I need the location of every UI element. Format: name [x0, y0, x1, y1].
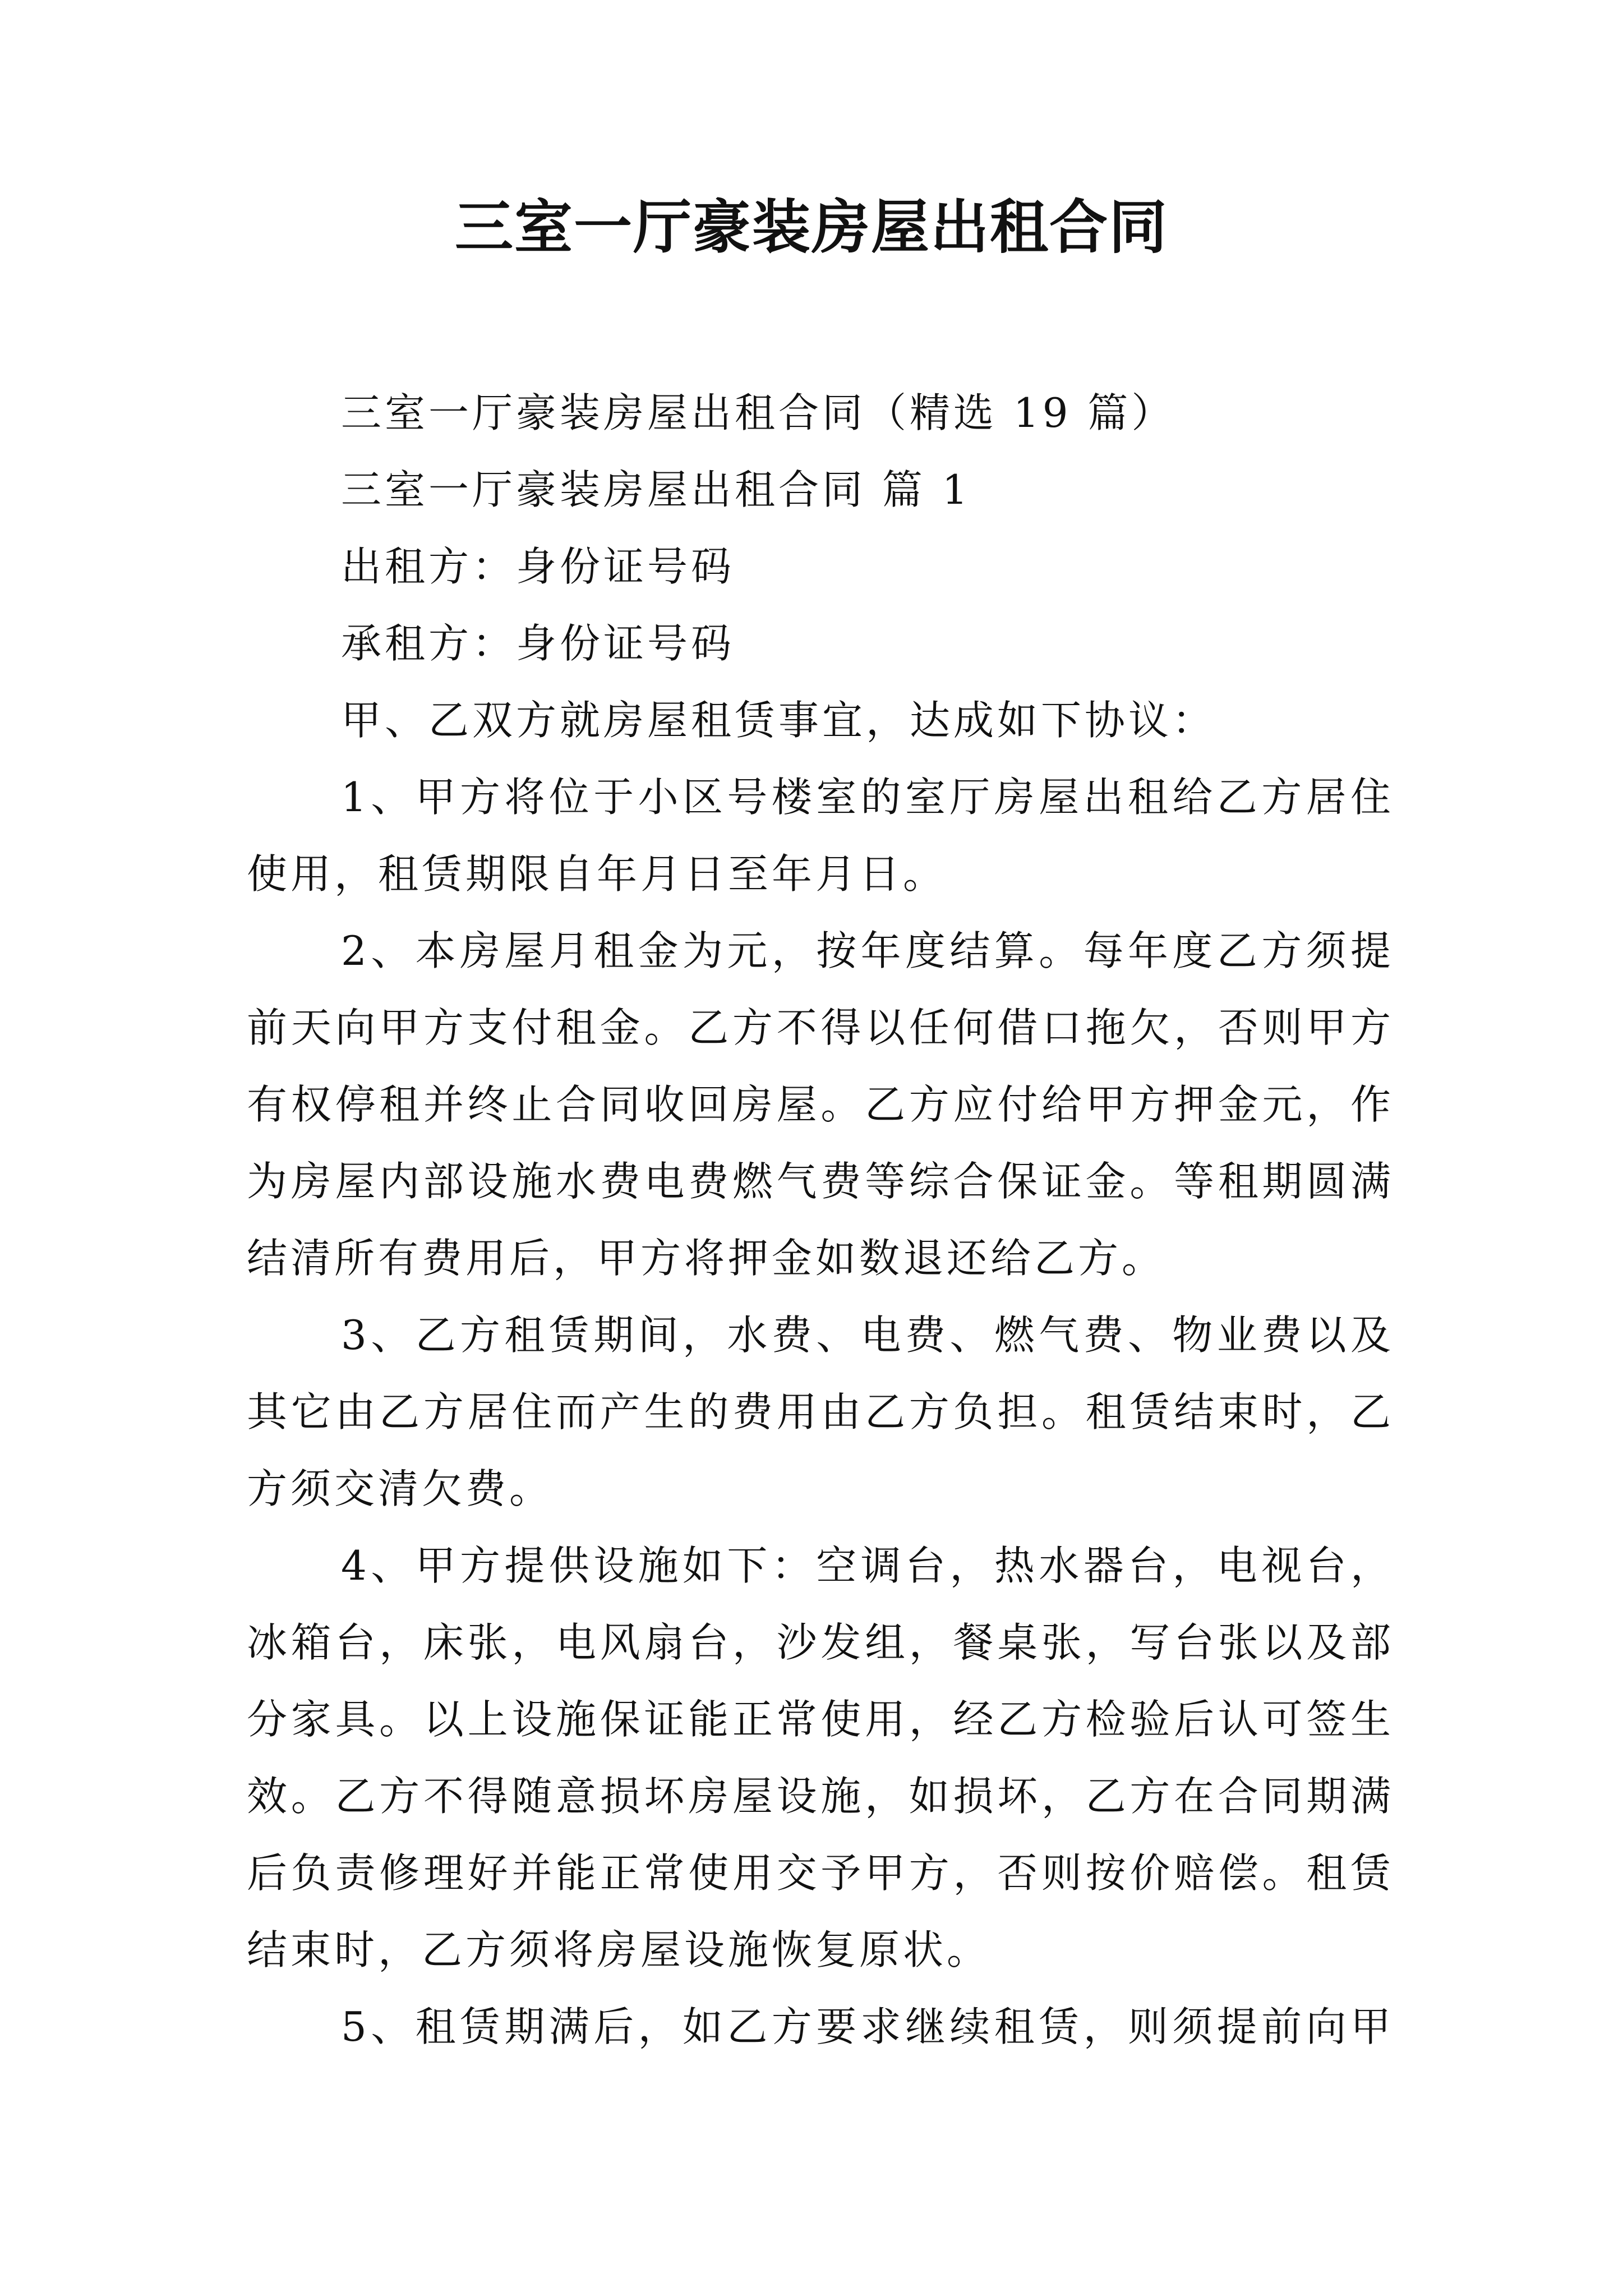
paragraph-line: 承租方：身份证号码	[341, 620, 735, 667]
paragraph-line: 为房屋内部设施水费电费燃气费等综合保证金。等租期圆满	[247, 1158, 1391, 1205]
paragraph-line: 其它由乙方居住而产生的费用由乙方负担。租赁结束时，乙	[247, 1388, 1391, 1435]
paragraph-line: 后负责修理好并能正常使用交予甲方，否则按价赔偿。租赁	[247, 1849, 1391, 1897]
document-body	[247, 375, 1391, 2065]
paragraph-line: 出租方：身份证号码	[341, 543, 735, 590]
paragraph-line: 结束时，乙方须将房屋设施恢复原状。	[247, 1926, 991, 1973]
paragraph-line: 2、本房屋月租金为元，按年度结算。每年度乙方须提	[341, 927, 1391, 974]
paragraph-line: 1、甲方将位于小区号楼室的室厅房屋出租给乙方居住	[341, 774, 1391, 821]
paragraph-line: 前天向甲方支付租金。乙方不得以任何借口拖欠，否则甲方	[247, 1004, 1391, 1051]
paragraph-line: 方须交清欠费。	[247, 1465, 554, 1512]
paragraph-line: 分家具。以上设施保证能正常使用，经乙方检验后认可签生	[247, 1696, 1391, 1743]
paragraph-line: 效。乙方不得随意损坏房屋设施，如损坏，乙方在合同期满	[247, 1773, 1391, 1820]
paragraph-line: 4、甲方提供设施如下：空调台，热水器台，电视台，	[341, 1542, 1391, 1589]
document-title: 三室一厅豪装房屋出租合同	[454, 193, 1168, 261]
paragraph-line: 有权停租并终止合同收回房屋。乙方应付给甲方押金元，作	[247, 1081, 1391, 1128]
paragraph-line: 结清所有费用后，甲方将押金如数退还给乙方。	[247, 1235, 1166, 1282]
paragraph-line: 三室一厅豪装房屋出租合同（精选 19 篇）	[341, 389, 1175, 436]
paragraph-line: 甲、乙双方就房屋租赁事宜，达成如下协议：	[341, 697, 1216, 744]
paragraph-line: 使用，租赁期限自年月日至年月日。	[247, 850, 947, 898]
paragraph-line: 三室一厅豪装房屋出租合同 篇 1	[341, 466, 971, 513]
paragraph-line: 5、租赁期满后，如乙方要求继续租赁，则须提前向甲	[341, 2003, 1391, 2050]
paragraph-line: 3、乙方租赁期间，水费、电费、燃气费、物业费以及	[341, 1312, 1391, 1359]
paragraph-line: 冰箱台，床张，电风扇台，沙发组，餐桌张，写台张以及部	[247, 1619, 1391, 1666]
